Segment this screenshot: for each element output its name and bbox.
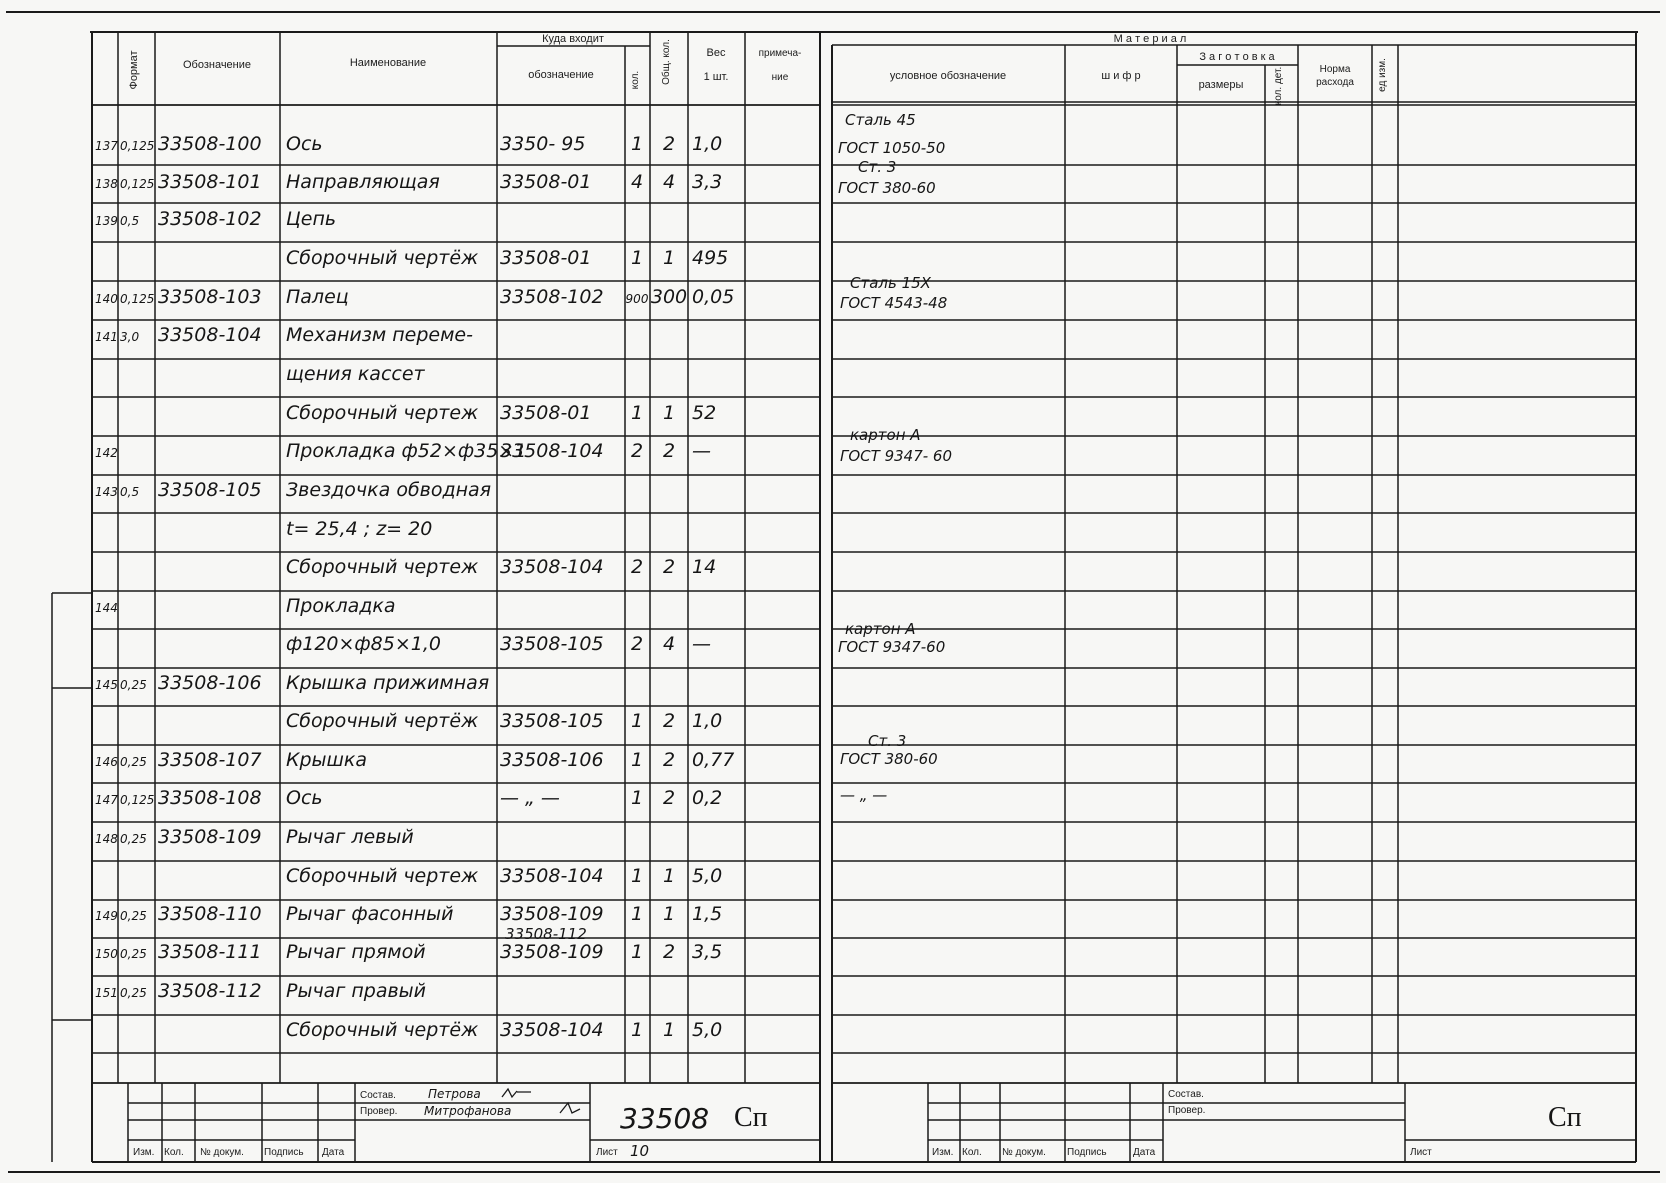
row-position: 146 [95,755,118,769]
row-qty: 1 [630,749,644,771]
row-qty: 1 [630,865,644,887]
row-total-qty: 1 [662,865,676,887]
qty-header: кол. [630,70,641,90]
row-designation: 33508-108 [158,787,262,809]
row-where-used: 33508-01 [500,402,592,424]
row-name: ф120×ф85×1,0 [286,633,441,655]
designation-header: Обозначение [182,59,252,71]
row-designation: 33508-101 [158,171,262,193]
material-5-line2: ГОСТ 9347-60 [838,638,946,656]
row-qty: 1 [630,710,644,732]
row-name: Звездочка обводная [286,479,492,501]
row-where-used: 33508-109 [500,941,604,963]
col-qty-label-right: Кол. [962,1147,982,1158]
row-weight: 0,05 [692,286,735,308]
row-total-qty: 2 [662,787,676,809]
row-position: 140 [95,292,118,306]
material-2-line1: Ст. 3 [858,158,897,176]
row-format: 0,25 [120,986,147,1000]
material-6-line2: ГОСТ 380-60 [840,750,938,768]
row-name: Ось [286,787,323,809]
row-qty: 2 [630,440,644,462]
row-weight: — [692,440,711,462]
doc-code: Сп [734,1102,768,1133]
col-date-label: Дата [322,1147,345,1158]
row-designation: 33508-106 [158,672,262,694]
row-weight: 14 [692,556,717,578]
material-3-line2: ГОСТ 4543-48 [840,294,948,312]
material-2-line2: ГОСТ 380-60 [838,179,936,197]
row-position: 151 [95,986,118,1000]
row-name: Рычаг прямой [286,941,426,963]
row-where-used: — „ — [500,787,560,809]
row-weight: 0,2 [692,787,723,809]
row-format: 0,5 [120,214,140,228]
row-where-used: 33508-01 [500,171,592,193]
material-7-line1: — „ — [840,786,888,804]
row-qty: 4 [630,171,644,193]
row-where-used: 33508-104 [500,865,604,887]
row-designation: 33508-110 [158,903,262,925]
row-format: 0,25 [120,755,147,769]
row-where-used: 33508-104 [500,1019,604,1041]
checked-name: Митрофанова [424,1104,512,1118]
sheet-label: Лист [596,1147,618,1158]
row-weight: 1,5 [692,903,723,925]
row-name: Крышка прижимная [286,672,490,694]
row-total-qty: 300 [650,286,688,308]
norm-header-line2: расхода [1316,77,1354,88]
row-name: Рычаг фасонный [286,903,454,925]
row-weight: 0,77 [692,749,735,771]
sheet-number: 10 [630,1142,650,1160]
row-format: 3,0 [120,330,140,344]
row-format: 0,125 [120,793,155,807]
row-position: 144 [95,601,118,615]
row-total-qty: 2 [662,710,676,732]
row-name: Направляющая [286,171,440,193]
material-1-line2: ГОСТ 1050-50 [838,139,946,157]
row-name: Сборочный чертеж [286,865,479,887]
row-position: 137 [95,139,118,153]
material-designation-header: условное обозначение [889,70,1007,82]
row-qty: 1 [630,903,644,925]
col-date-label-right: Дата [1133,1147,1156,1158]
row-designation: 33508-111 [158,941,262,963]
where-designation-header: обозначение [528,69,594,81]
row-designation: 33508-109 [158,826,262,848]
row-format: 0,25 [120,832,147,846]
row-position: 148 [95,832,118,846]
note-header-line2: ние [771,72,789,83]
row-name: Рычаг правый [286,980,427,1002]
row-total-qty: 1 [662,903,676,925]
row-total-qty: 2 [662,440,676,462]
row-position: 150 [95,947,118,961]
row-where-used: 33508-104 [500,440,604,462]
where-used-header: Куда входит [542,33,604,45]
row-where-used: 33508-105 [500,710,604,732]
doc-number: 33508 [620,1102,710,1135]
col-sign-label: Подпись [264,1147,304,1158]
row-name: Крышка [286,749,368,771]
checked-label: Провер. [360,1106,398,1117]
row-qty: 1 [630,133,644,155]
right-doc-code: Сп [1548,1102,1582,1133]
row-total-qty: 2 [662,556,676,578]
row-where-used: 33508-102 [500,286,604,308]
unit-change-header: ед изм. [1377,58,1388,92]
row-qty: 1 [630,1019,644,1041]
col-doc-label-right: № докум. [1002,1147,1046,1158]
note-header-line1: примеча- [758,48,802,59]
row-total-qty: 1 [662,402,676,424]
row-format: 0,25 [120,947,147,961]
row-name: щения кассет [286,363,425,385]
row-designation: 33508-102 [158,208,262,230]
row-weight: 5,0 [692,865,723,887]
row-qty: 2 [630,633,644,655]
row-name: Цепь [286,208,337,230]
row-name: Механизм переме- [286,324,473,346]
blank-header: З а г о т о в к а [1199,51,1275,63]
compiled-label-right: Состав. [1168,1089,1204,1100]
row-where-used: 3350- 95 [500,133,586,155]
table-row [286,363,426,385]
row-format: 0,25 [120,909,147,923]
row-total-qty: 2 [662,941,676,963]
row-name: Палец [286,286,349,308]
row-name: Сборочный чертёж [286,247,479,269]
total-qty-header: Общ. кол. [661,39,672,85]
col-sign-label-right: Подпись [1067,1147,1107,1158]
material-6-line1: Ст. 3 [868,732,907,750]
row-weight: 3,5 [692,941,723,963]
row-position: 142 [95,446,118,460]
row-name: Сборочный чертеж [286,402,479,424]
row-name: Рычаг левый [286,826,414,848]
cipher-header: ш и ф р [1101,70,1141,82]
row-designation: 33508-107 [158,749,262,771]
row-designation: 33508-112 [158,980,262,1002]
material-3-line1: Сталь 15Х [850,274,931,292]
row-total-qty: 4 [662,633,676,655]
col-change-label: Изм. [133,1147,155,1158]
material-5-line1: картон А [845,620,916,638]
row-format: 0,25 [120,678,147,692]
row-format: 0,5 [120,485,140,499]
row-name: Сборочный чертеж [286,556,479,578]
row-qty: 2 [630,556,644,578]
col-change-label-right: Изм. [932,1147,954,1158]
row-weight: 495 [692,247,729,269]
row-name: Сборочный чертёж [286,710,479,732]
material-4-line1: картон А [850,426,921,444]
row-total-qty: 4 [662,171,676,193]
row-position: 139 [95,214,118,228]
weight-unit-header: 1 шт. [703,71,729,83]
row-designation: 33508-100 [158,133,262,155]
row-name: Ось [286,133,323,155]
weight-header: Вес [706,47,726,59]
row-position: 141 [95,330,118,344]
row-designation: 33508-103 [158,286,262,308]
row-qty: 1 [630,941,644,963]
row-format: 0,125 [120,292,155,306]
format-header: Формат [128,50,140,90]
row-qty: 1 [630,787,644,809]
row-name: Прокладка [286,595,396,617]
sizes-header: размеры [1198,79,1244,91]
where-extra: 33508-112 [505,925,587,943]
checked-label-right: Провер. [1168,1105,1206,1116]
row-designation: 33508-104 [158,324,262,346]
row-total-qty: 2 [662,749,676,771]
row-where-used: 33508-109 [500,903,604,925]
row-designation: 33508-105 [158,479,262,501]
row-weight: 1,0 [692,133,723,155]
compiled-name: Петрова [428,1087,481,1101]
row-qty: 1 [630,247,644,269]
row-where-used: 33508-01 [500,247,592,269]
row-position: 138 [95,177,118,191]
name-header: Наименование [349,57,427,69]
row-weight: 5,0 [692,1019,723,1041]
row-name: Прокладка ф52×ф35×1 [286,440,527,462]
material-4-line2: ГОСТ 9347- 60 [840,447,953,465]
row-where-used: 33508-105 [500,633,604,655]
row-position: 145 [95,678,118,692]
row-where-used: 33508-104 [500,556,604,578]
row-total-qty: 1 [662,1019,676,1041]
row-total-qty: 1 [662,247,676,269]
row-name: t= 25,4 ; z= 20 [286,518,433,540]
row-qty: 1 [630,402,644,424]
material-1-line1: Сталь 45 [845,111,916,129]
row-format: 0,125 [120,177,155,191]
col-qty-label: Кол. [164,1147,184,1158]
row-position: 149 [95,909,118,923]
row-weight: — [692,633,711,655]
col-doc-label: № докум. [200,1147,244,1158]
row-total-qty: 2 [662,133,676,155]
parts-qty-header: кол. дет. [1273,66,1284,106]
right-sheet-label: Лист [1410,1147,1432,1158]
table-row [286,518,432,540]
row-name: Сборочный чертёж [286,1019,479,1041]
norm-header-line1: Норма [1319,64,1351,75]
row-where-used: 33508-106 [500,749,604,771]
row-weight: 52 [692,402,717,424]
row-weight: 1,0 [692,710,723,732]
compiled-label: Состав. [360,1090,396,1101]
row-qty: 900 [625,292,649,306]
row-position: 143 [95,485,118,499]
row-position: 147 [95,793,118,807]
material-header: М а т е р и а л [1113,33,1187,45]
row-weight: 3,3 [692,171,723,193]
row-format: 0,125 [120,139,155,153]
